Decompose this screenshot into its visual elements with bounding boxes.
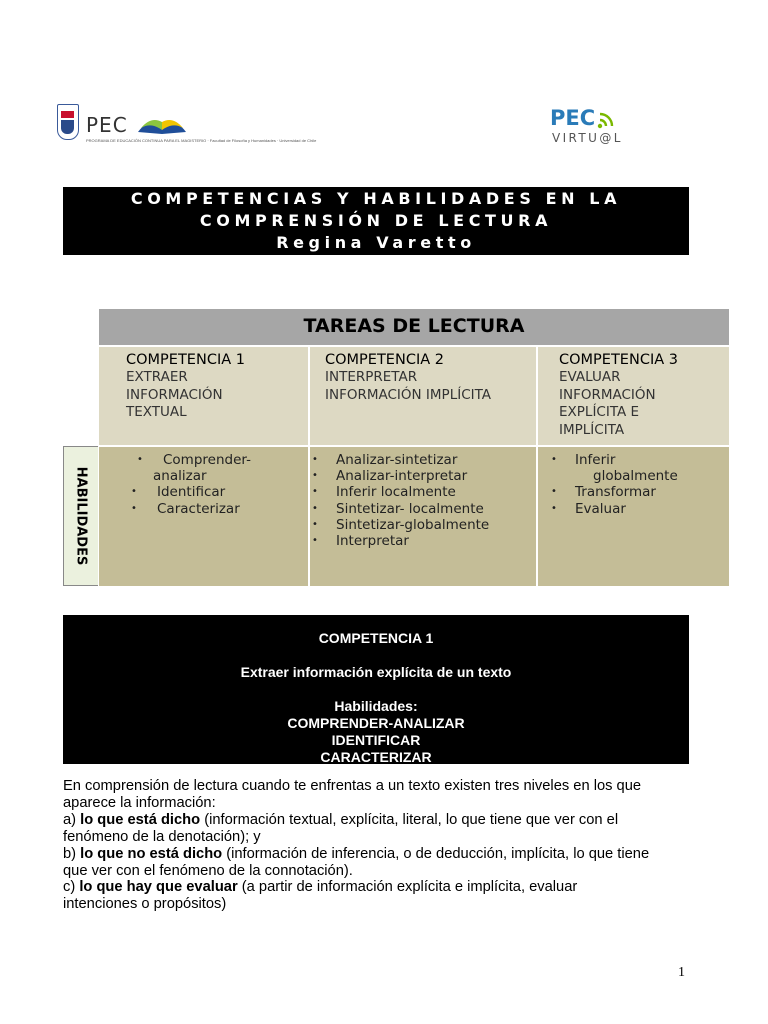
- open-book-icon: [136, 110, 188, 136]
- list-item: • Transformar: [575, 484, 729, 500]
- box-title: COMPETENCIA 1: [318, 630, 434, 646]
- list-item: • Caracterizar: [157, 501, 308, 517]
- emphasis: lo que no está dicho: [80, 845, 223, 862]
- list-item: • Identificar: [157, 484, 308, 500]
- competencia-3-cell: [538, 347, 729, 445]
- paragraph-item-c: c) lo que hay que evaluar (a partir de información explícita e implícita, evaluar: [63, 879, 578, 896]
- competencia-line: INTERPRETAR: [325, 369, 418, 385]
- habilidades-1-cell: [99, 447, 308, 586]
- table-header: TAREAS DE LECTURA: [99, 309, 729, 345]
- emphasis: lo que está dicho: [80, 811, 201, 828]
- list-item: • Inferir: [575, 452, 729, 468]
- pec-logo-text: PEC: [86, 113, 128, 137]
- habilidades-row: [99, 447, 729, 586]
- emphasis: lo que hay que evaluar: [79, 879, 238, 896]
- paragraph-line: fenómeno de la denotación); y: [63, 828, 261, 845]
- competencia-line: IMPLÍCITA: [559, 421, 625, 438]
- list-item: • Evaluar: [575, 501, 729, 517]
- list-item-continuation: globalmente: [593, 468, 678, 485]
- competencia-line: EXTRAER: [126, 369, 188, 385]
- competencia-line: EXPLÍCITA E: [559, 404, 640, 420]
- wifi-signal-icon: [596, 110, 616, 130]
- competencia-title: COMPETENCIA 3: [559, 352, 678, 368]
- list-item: • Sintetizar-globalmente: [336, 517, 536, 533]
- list-item: • Analizar-interpretar: [336, 468, 536, 484]
- habilidades-side-label: [63, 446, 98, 586]
- competencia-line: TEXTUAL: [126, 404, 187, 420]
- competencia-1-box: [63, 615, 689, 764]
- page-number: 1: [678, 965, 685, 980]
- box-skill: CARACTERIZAR: [320, 749, 432, 765]
- box-skill: COMPRENDER-ANALIZAR: [287, 715, 465, 731]
- body-paragraph: [63, 778, 693, 913]
- paragraph-item-a: a) lo que está dicho (información textual, explícita, literal, lo que tiene que ver con el: [63, 811, 619, 828]
- paragraph-item-b: b) lo que no está dicho (información de inferencia, o de deducción, implícita, lo que tiene: [63, 845, 650, 862]
- competencias-row: [99, 347, 729, 445]
- paragraph-line: intenciones o propósitos): [63, 896, 227, 913]
- habilidades-2-cell: [310, 447, 536, 586]
- box-subtitle: Extraer información explícita de un texto: [240, 664, 512, 680]
- title-line-1: COMPETENCIAS Y HABILIDADES EN LA: [130, 189, 622, 208]
- competencia-2-cell: [310, 347, 536, 445]
- competencia-line: EVALUAR: [559, 369, 621, 385]
- habilidades-label: HABILIDADES: [73, 466, 89, 566]
- habilidades-3-cell: [538, 447, 729, 586]
- competencia-title: COMPETENCIA 1: [126, 352, 245, 368]
- list-item: • Interpretar: [336, 533, 536, 549]
- pec-logo-subtitle: PROGRAMA DE EDUCACIÓN CONTINUA PARA EL MAGISTERIO · Facultad de Filosofía y Humanidades · Universidad de Chile: [86, 138, 317, 143]
- pec-virtual-logo: [548, 106, 628, 150]
- list-item: • Sintetizar- localmente: [336, 501, 536, 517]
- document-title: [63, 187, 689, 255]
- competencia-line: INFORMACIÓN: [126, 386, 223, 403]
- list-item: • Comprender-: [163, 452, 308, 468]
- pec-virtual-subtitle: VIRTU@L: [552, 131, 623, 145]
- paragraph-line: que ver con el fenómeno de la connotación).: [63, 862, 353, 879]
- list-item: • Analizar-sintetizar: [336, 452, 536, 468]
- title-line-2: COMPRENSIÓN DE LECTURA: [199, 211, 553, 230]
- pec-virtual-text: PEC: [550, 106, 596, 130]
- competencia-1-cell: [99, 347, 308, 445]
- competencia-line: INFORMACIÓN IMPLÍCITA: [325, 386, 492, 403]
- title-author: Regina Varetto: [276, 233, 476, 252]
- list-item: • Inferir localmente: [336, 484, 536, 500]
- pec-logo-left: [57, 102, 317, 146]
- box-habilidades-label: Habilidades:: [334, 698, 418, 714]
- competencia-line: INFORMACIÓN: [559, 386, 656, 403]
- list-item-continuation: analizar: [153, 468, 207, 485]
- competencia-title: COMPETENCIA 2: [325, 352, 444, 368]
- box-skill: IDENTIFICAR: [331, 732, 421, 748]
- paragraph-line: En comprensión de lectura cuando te enfrentas a un texto existen tres niveles en los que: [63, 778, 642, 794]
- paragraph-line: aparece la información:: [63, 794, 216, 811]
- university-shield-icon: [57, 104, 79, 140]
